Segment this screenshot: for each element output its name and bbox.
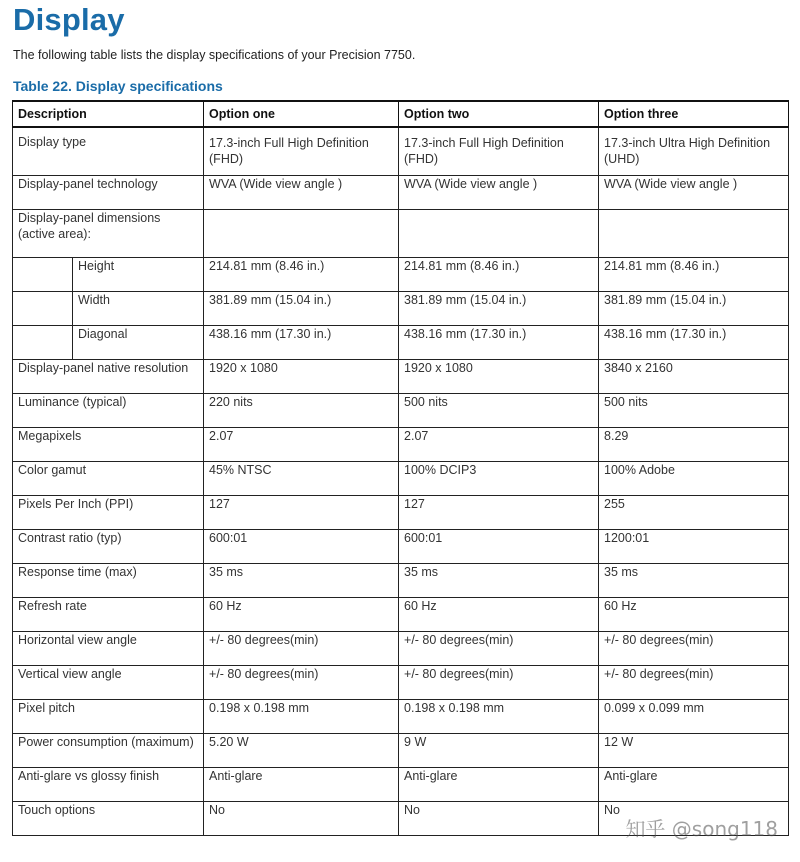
row-value-option-2: 500 nits xyxy=(399,394,599,428)
table-row xyxy=(13,734,789,768)
row-label: Anti-glare vs glossy finish xyxy=(13,768,204,802)
table-row xyxy=(13,210,789,258)
row-value-option-3: 100% Adobe xyxy=(599,462,789,496)
row-value-option-1 xyxy=(204,210,399,258)
row-value-option-3: 0.099 x 0.099 mm xyxy=(599,700,789,734)
row-value-option-2: +/- 80 degrees(min) xyxy=(399,666,599,700)
row-value-option-2: 438.16 mm (17.30 in.) xyxy=(399,326,599,360)
row-value-option-3: 12 W xyxy=(599,734,789,768)
table-row xyxy=(13,632,789,666)
row-value-option-1: 17.3-inch Full High Definition (FHD) xyxy=(204,127,399,176)
row-label: Pixels Per Inch (PPI) xyxy=(13,496,204,530)
table-row xyxy=(13,598,789,632)
table-row xyxy=(13,666,789,700)
row-value-option-2: 381.89 mm (15.04 in.) xyxy=(399,292,599,326)
row-value-option-3: 255 xyxy=(599,496,789,530)
row-value-option-2: +/- 80 degrees(min) xyxy=(399,632,599,666)
table-row xyxy=(13,360,789,394)
row-label: Color gamut xyxy=(13,462,204,496)
table-row xyxy=(13,326,789,360)
row-value-option-1: 381.89 mm (15.04 in.) xyxy=(204,292,399,326)
row-label: Luminance (typical) xyxy=(13,394,204,428)
row-value-option-3: 438.16 mm (17.30 in.) xyxy=(599,326,789,360)
row-value-option-3: Anti-glare xyxy=(599,768,789,802)
row-value-option-2: 1920 x 1080 xyxy=(399,360,599,394)
row-value-option-1: 0.198 x 0.198 mm xyxy=(204,700,399,734)
table-row xyxy=(13,127,789,176)
table-row xyxy=(13,428,789,462)
row-label: Display-panel technology xyxy=(13,176,204,210)
row-value-option-3: +/- 80 degrees(min) xyxy=(599,632,789,666)
row-value-option-3: 8.29 xyxy=(599,428,789,462)
row-value-option-1: 1920 x 1080 xyxy=(204,360,399,394)
row-label: Diagonal xyxy=(73,326,204,360)
row-value-option-2: 2.07 xyxy=(399,428,599,462)
table-row xyxy=(13,176,789,210)
row-label: Height xyxy=(73,258,204,292)
row-label: Response time (max) xyxy=(13,564,204,598)
row-value-option-2: 600:01 xyxy=(399,530,599,564)
table-caption: Table 22. Display specifications xyxy=(13,78,223,94)
row-value-option-1: 600:01 xyxy=(204,530,399,564)
row-value-option-1: 214.81 mm (8.46 in.) xyxy=(204,258,399,292)
row-value-option-1: 2.07 xyxy=(204,428,399,462)
row-value-option-2: 60 Hz xyxy=(399,598,599,632)
row-value-option-2: 0.198 x 0.198 mm xyxy=(399,700,599,734)
row-label: Display-panel dimensions (active area): xyxy=(13,210,204,258)
row-value-option-3: No xyxy=(599,802,789,836)
header-description: Description xyxy=(13,101,204,127)
row-label: Contrast ratio (typ) xyxy=(13,530,204,564)
table-row xyxy=(13,530,789,564)
row-value-option-2: No xyxy=(399,802,599,836)
page-title: Display xyxy=(13,2,125,37)
row-value-option-2: 9 W xyxy=(399,734,599,768)
row-value-option-3: 60 Hz xyxy=(599,598,789,632)
row-value-option-1: +/- 80 degrees(min) xyxy=(204,632,399,666)
table-header-row xyxy=(13,101,789,127)
table-row xyxy=(13,258,789,292)
row-value-option-3: WVA (Wide view angle ) xyxy=(599,176,789,210)
table-row xyxy=(13,700,789,734)
indent-cell xyxy=(13,326,73,360)
row-value-option-3: 17.3-inch Ultra High Definition (UHD) xyxy=(599,127,789,176)
row-label: Width xyxy=(73,292,204,326)
row-value-option-3: 214.81 mm (8.46 in.) xyxy=(599,258,789,292)
row-value-option-1: 60 Hz xyxy=(204,598,399,632)
indent-cell xyxy=(13,292,73,326)
row-value-option-3: 3840 x 2160 xyxy=(599,360,789,394)
row-label: Megapixels xyxy=(13,428,204,462)
row-value-option-2 xyxy=(399,210,599,258)
row-value-option-2: WVA (Wide view angle ) xyxy=(399,176,599,210)
row-value-option-2: 17.3-inch Full High Definition (FHD) xyxy=(399,127,599,176)
row-label: Refresh rate xyxy=(13,598,204,632)
row-label: Display type xyxy=(13,127,204,176)
row-value-option-3: 35 ms xyxy=(599,564,789,598)
header-option-two: Option two xyxy=(399,101,599,127)
row-value-option-1: 220 nits xyxy=(204,394,399,428)
table-row xyxy=(13,292,789,326)
row-label: Display-panel native resolution xyxy=(13,360,204,394)
row-value-option-3: 1200:01 xyxy=(599,530,789,564)
row-value-option-2: Anti-glare xyxy=(399,768,599,802)
row-value-option-1: +/- 80 degrees(min) xyxy=(204,666,399,700)
row-value-option-1: 438.16 mm (17.30 in.) xyxy=(204,326,399,360)
row-value-option-1: No xyxy=(204,802,399,836)
row-value-option-1: Anti-glare xyxy=(204,768,399,802)
intro-text: The following table lists the display specifications of your Precision 7750. xyxy=(13,48,416,62)
row-label: Touch options xyxy=(13,802,204,836)
row-value-option-1: 35 ms xyxy=(204,564,399,598)
row-label: Horizontal view angle xyxy=(13,632,204,666)
row-value-option-3: +/- 80 degrees(min) xyxy=(599,666,789,700)
row-value-option-3: 381.89 mm (15.04 in.) xyxy=(599,292,789,326)
row-value-option-1: WVA (Wide view angle ) xyxy=(204,176,399,210)
watermark: 知乎 @song118 xyxy=(625,817,778,841)
row-label: Power consumption (maximum) xyxy=(13,734,204,768)
row-value-option-1: 45% NTSC xyxy=(204,462,399,496)
row-value-option-1: 127 xyxy=(204,496,399,530)
row-value-option-2: 100% DCIP3 xyxy=(399,462,599,496)
table-row xyxy=(13,462,789,496)
header-option-one: Option one xyxy=(204,101,399,127)
indent-cell xyxy=(13,258,73,292)
table-row xyxy=(13,564,789,598)
row-value-option-1: 5.20 W xyxy=(204,734,399,768)
display-spec-table xyxy=(12,100,789,836)
row-value-option-3: 500 nits xyxy=(599,394,789,428)
row-value-option-2: 127 xyxy=(399,496,599,530)
row-label: Vertical view angle xyxy=(13,666,204,700)
table-row xyxy=(13,394,789,428)
header-option-three: Option three xyxy=(599,101,789,127)
row-value-option-2: 35 ms xyxy=(399,564,599,598)
table-row xyxy=(13,768,789,802)
row-value-option-3 xyxy=(599,210,789,258)
row-value-option-2: 214.81 mm (8.46 in.) xyxy=(399,258,599,292)
table-body xyxy=(13,127,789,836)
row-label: Pixel pitch xyxy=(13,700,204,734)
table-row xyxy=(13,496,789,530)
